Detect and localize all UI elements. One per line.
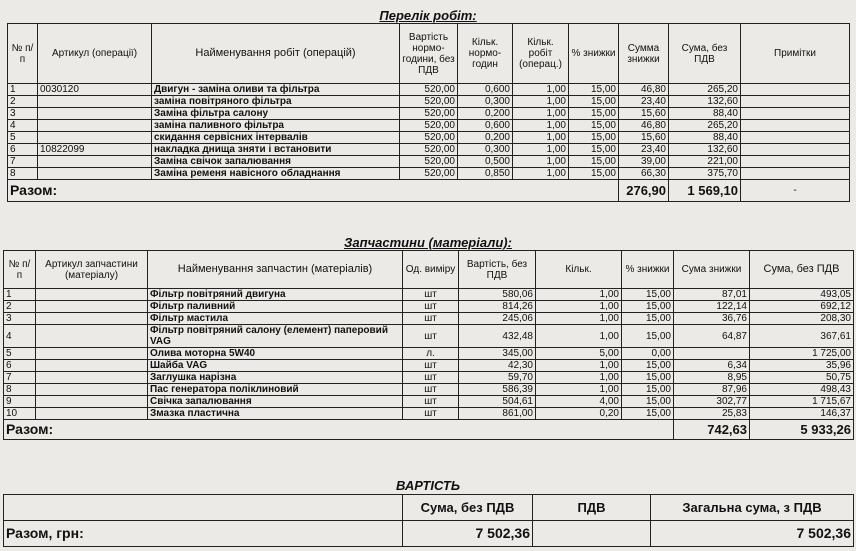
works-cell-qty: 1,00 [513,144,569,156]
works-cell-n: 4 [8,120,38,132]
parts-cell-name: Свічка запалювання [148,396,403,408]
works-total-discount: 276,90 [619,180,669,202]
works-cell-name: Заміна фільтра салону [152,108,400,120]
parts-cell-price: 59,70 [459,372,536,384]
works-total-note: - [741,180,850,202]
parts-col-header: Од. виміру [403,251,459,289]
works-cell-name: накладка днища зняти і встановити [152,144,400,156]
parts-col-header: Сума, без ПДВ [750,251,854,289]
works-row [8,120,850,132]
parts-total-sum: 5 933,26 [750,420,854,440]
parts-cell-qty: 0,20 [536,408,622,420]
works-cell-art [38,96,152,108]
parts-cell-name: Фільтр повітряний двигуна [148,289,403,301]
works-cell-sum: 375,70 [669,168,741,180]
cost-header-vat: ПДВ [533,495,651,521]
works-cell-disc: 15,00 [569,120,619,132]
works-cell-price: 520,00 [400,96,458,108]
parts-cell-n: 3 [4,313,36,325]
parts-cell-art [36,372,148,384]
works-cell-qty: 1,00 [513,108,569,120]
works-cell-price: 520,00 [400,120,458,132]
parts-table [3,250,854,440]
works-cell-sum: 265,20 [669,120,741,132]
parts-cell-unit: шт [403,360,459,372]
works-cell-disc: 15,00 [569,96,619,108]
parts-cell-name: Олива моторна 5W40 [148,348,403,360]
works-cell-disc: 15,00 [569,144,619,156]
parts-cell-price: 504,61 [459,396,536,408]
works-cell-hours: 0,850 [458,168,513,180]
parts-cell-n: 9 [4,396,36,408]
parts-cell-name: Змазка пластична [148,408,403,420]
parts-cell-unit: шт [403,408,459,420]
works-cell-qty: 1,00 [513,84,569,96]
cost-header-sum: Сума, без ПДВ [403,495,533,521]
parts-cell-n: 1 [4,289,36,301]
works-row [8,132,850,144]
parts-row [4,384,854,396]
parts-row [4,408,854,420]
works-cell-qty: 1,00 [513,132,569,144]
parts-cell-disc: 15,00 [622,301,674,313]
parts-cell-qty: 4,00 [536,396,622,408]
cost-label: Разом, грн: [4,521,403,547]
parts-cell-disc: 15,00 [622,396,674,408]
works-cell-hours: 0,600 [458,120,513,132]
parts-cell-name: Пас генератора поліклиновий [148,384,403,396]
works-cell-qty: 1,00 [513,120,569,132]
parts-cell-discsum: 122,14 [674,301,750,313]
parts-row [4,289,854,301]
parts-col-header: Кільк. [536,251,622,289]
parts-cell-unit: шт [403,301,459,313]
works-col-header: Сума, без ПДВ [669,24,741,84]
works-col-header: % знижки [569,24,619,84]
parts-cell-price: 586,39 [459,384,536,396]
parts-cell-art [36,384,148,396]
parts-cell-sum: 1 715,67 [750,396,854,408]
works-cell-disc: 15,00 [569,84,619,96]
parts-cell-sum: 493,05 [750,289,854,301]
parts-col-header: % знижки [622,251,674,289]
parts-cell-discsum [674,348,750,360]
works-title: Перелік робіт: [379,8,477,23]
parts-row [4,313,854,325]
parts-cell-disc: 0,00 [622,348,674,360]
parts-cell-disc: 15,00 [622,384,674,396]
parts-cell-art [36,289,148,301]
works-row [8,168,850,180]
parts-col-header: Вартість, без ПДВ [459,251,536,289]
parts-cell-qty: 1,00 [536,384,622,396]
works-col-header: Артикул (операції) [38,24,152,84]
parts-cell-unit: шт [403,325,459,348]
works-col-header: Кільк. нормо-годин [458,24,513,84]
parts-cell-unit: шт [403,289,459,301]
cost-empty-cell [4,495,403,521]
parts-cell-qty: 1,00 [536,313,622,325]
works-col-header: Примітки [741,24,850,84]
parts-col-header: Сума знижки [674,251,750,289]
parts-cell-discsum: 64,87 [674,325,750,348]
parts-title: Запчастини (матеріали): [344,235,512,250]
works-cell-price: 520,00 [400,168,458,180]
works-cell-hours: 0,300 [458,144,513,156]
parts-cell-n: 4 [4,325,36,348]
works-cell-disc: 15,00 [569,168,619,180]
cost-header-total: Загальна сума, з ПДВ [651,495,854,521]
works-cell-discsum: 15,60 [619,132,669,144]
parts-cell-n: 10 [4,408,36,420]
works-cell-price: 520,00 [400,108,458,120]
works-cell-note [741,132,850,144]
works-cell-n: 8 [8,168,38,180]
works-row [8,156,850,168]
parts-cell-price: 861,00 [459,408,536,420]
works-cell-sum: 221,00 [669,156,741,168]
works-cell-disc: 15,00 [569,132,619,144]
works-cell-note [741,156,850,168]
works-cell-qty: 1,00 [513,96,569,108]
works-col-header: Кільк. робіт (операц.) [513,24,569,84]
works-cell-note [741,84,850,96]
works-cell-art [38,132,152,144]
works-cell-art: 10822099 [38,144,152,156]
cost-table [3,494,854,547]
parts-cell-qty: 1,00 [536,360,622,372]
works-cell-sum: 265,20 [669,84,741,96]
works-cell-disc: 15,00 [569,108,619,120]
parts-cell-n: 7 [4,372,36,384]
parts-cell-unit: л. [403,348,459,360]
works-cell-name: Заміна свічок запалювання [152,156,400,168]
works-cell-note [741,108,850,120]
cost-title: ВАРТІСТЬ [395,478,461,493]
parts-cell-sum: 35,96 [750,360,854,372]
works-cell-hours: 0,200 [458,132,513,144]
works-cell-sum: 132,60 [669,144,741,156]
parts-cell-name: Заглушка нарізна [148,372,403,384]
works-row [8,84,850,96]
parts-cell-unit: шт [403,313,459,325]
parts-cell-disc: 15,00 [622,408,674,420]
parts-cell-name: Фільтр паливний [148,301,403,313]
works-cell-note [741,144,850,156]
parts-cell-art [36,408,148,420]
parts-cell-art [36,301,148,313]
works-cell-name: заміна повітряного фільтра [152,96,400,108]
parts-cell-price: 814,26 [459,301,536,313]
parts-cell-disc: 15,00 [622,360,674,372]
works-cell-art [38,108,152,120]
cost-total: 7 502,36 [651,521,854,547]
parts-cell-qty: 1,00 [536,301,622,313]
parts-cell-art [36,396,148,408]
works-cell-hours: 0,600 [458,84,513,96]
works-cell-art: 0030120 [38,84,152,96]
parts-cell-discsum: 6,34 [674,360,750,372]
parts-cell-sum: 50,75 [750,372,854,384]
works-col-header: Сумма знижки [619,24,669,84]
parts-row [4,396,854,408]
works-total-label: Разом: [8,180,619,202]
works-row [8,144,850,156]
parts-cell-name: Шайба VAG [148,360,403,372]
works-cell-discsum: 66,30 [619,168,669,180]
works-row [8,108,850,120]
works-total-sum: 1 569,10 [669,180,741,202]
works-cell-n: 7 [8,156,38,168]
works-cell-discsum: 23,40 [619,144,669,156]
works-cell-hours: 0,500 [458,156,513,168]
parts-cell-art [36,325,148,348]
parts-total-label: Разом: [4,420,674,440]
works-cell-n: 1 [8,84,38,96]
works-cell-art [38,168,152,180]
works-cell-qty: 1,00 [513,156,569,168]
parts-cell-disc: 15,00 [622,289,674,301]
parts-cell-sum: 1 725,00 [750,348,854,360]
works-cell-price: 520,00 [400,84,458,96]
parts-row [4,372,854,384]
works-cell-sum: 88,40 [669,132,741,144]
parts-cell-discsum: 36,76 [674,313,750,325]
parts-cell-sum: 367,61 [750,325,854,348]
parts-cell-n: 6 [4,360,36,372]
works-table [7,23,850,202]
parts-cell-discsum: 87,01 [674,289,750,301]
works-row [8,96,850,108]
parts-cell-price: 345,00 [459,348,536,360]
parts-cell-art [36,313,148,325]
parts-col-header: Найменування запчастин (матеріалів) [148,251,403,289]
parts-cell-discsum: 8,95 [674,372,750,384]
parts-row [4,360,854,372]
works-cell-price: 520,00 [400,132,458,144]
works-cell-price: 520,00 [400,144,458,156]
parts-cell-unit: шт [403,372,459,384]
works-cell-name: Заміна ременя навісного обладнання [152,168,400,180]
parts-row [4,348,854,360]
works-cell-art [38,120,152,132]
works-cell-hours: 0,300 [458,96,513,108]
parts-cell-price: 42,30 [459,360,536,372]
parts-row [4,301,854,313]
works-col-header: Вартість нормо-години, без ПДВ [400,24,458,84]
parts-cell-discsum: 87,96 [674,384,750,396]
parts-total-discount: 742,63 [674,420,750,440]
works-col-header: Найменування робіт (операцій) [152,24,400,84]
parts-cell-discsum: 25,83 [674,408,750,420]
works-cell-discsum: 15,60 [619,108,669,120]
parts-cell-price: 245,06 [459,313,536,325]
parts-cell-price: 580,06 [459,289,536,301]
parts-cell-unit: шт [403,396,459,408]
works-cell-note [741,168,850,180]
parts-cell-sum: 498,43 [750,384,854,396]
works-cell-discsum: 46,80 [619,84,669,96]
parts-cell-name: Фільтр повітряний салону (елемент) паперовий VAG [148,325,403,348]
works-cell-sum: 132,60 [669,96,741,108]
parts-cell-price: 432,48 [459,325,536,348]
parts-cell-qty: 1,00 [536,289,622,301]
works-cell-hours: 0,200 [458,108,513,120]
parts-cell-disc: 15,00 [622,325,674,348]
parts-cell-disc: 15,00 [622,313,674,325]
parts-cell-sum: 146,37 [750,408,854,420]
works-cell-n: 6 [8,144,38,156]
works-cell-sum: 88,40 [669,108,741,120]
works-cell-note [741,120,850,132]
cost-vat [533,521,651,547]
parts-row [4,325,854,348]
parts-cell-qty: 5,00 [536,348,622,360]
parts-cell-qty: 1,00 [536,372,622,384]
parts-cell-disc: 15,00 [622,372,674,384]
parts-col-header: № п/п [4,251,36,289]
parts-cell-n: 5 [4,348,36,360]
works-cell-disc: 15,00 [569,156,619,168]
works-cell-name: Двигун - заміна оливи та фільтра [152,84,400,96]
parts-cell-n: 2 [4,301,36,313]
works-cell-art [38,156,152,168]
parts-cell-sum: 208,30 [750,313,854,325]
parts-cell-unit: шт [403,384,459,396]
works-col-header: № п/п [8,24,38,84]
works-cell-price: 520,00 [400,156,458,168]
works-cell-note [741,96,850,108]
works-cell-name: заміна паливного фільтра [152,120,400,132]
parts-cell-art [36,360,148,372]
works-cell-discsum: 39,00 [619,156,669,168]
works-cell-qty: 1,00 [513,168,569,180]
parts-cell-sum: 692,12 [750,301,854,313]
works-cell-n: 2 [8,96,38,108]
parts-cell-discsum: 302,77 [674,396,750,408]
cost-sum: 7 502,36 [403,521,533,547]
parts-cell-qty: 1,00 [536,325,622,348]
works-cell-n: 3 [8,108,38,120]
works-cell-name: скидання сервісних інтервалів [152,132,400,144]
parts-cell-n: 8 [4,384,36,396]
works-cell-discsum: 46,80 [619,120,669,132]
works-cell-n: 5 [8,132,38,144]
parts-col-header: Артикул запчастини (матеріалу) [36,251,148,289]
works-cell-discsum: 23,40 [619,96,669,108]
parts-cell-name: Фільтр мастила [148,313,403,325]
parts-cell-art [36,348,148,360]
